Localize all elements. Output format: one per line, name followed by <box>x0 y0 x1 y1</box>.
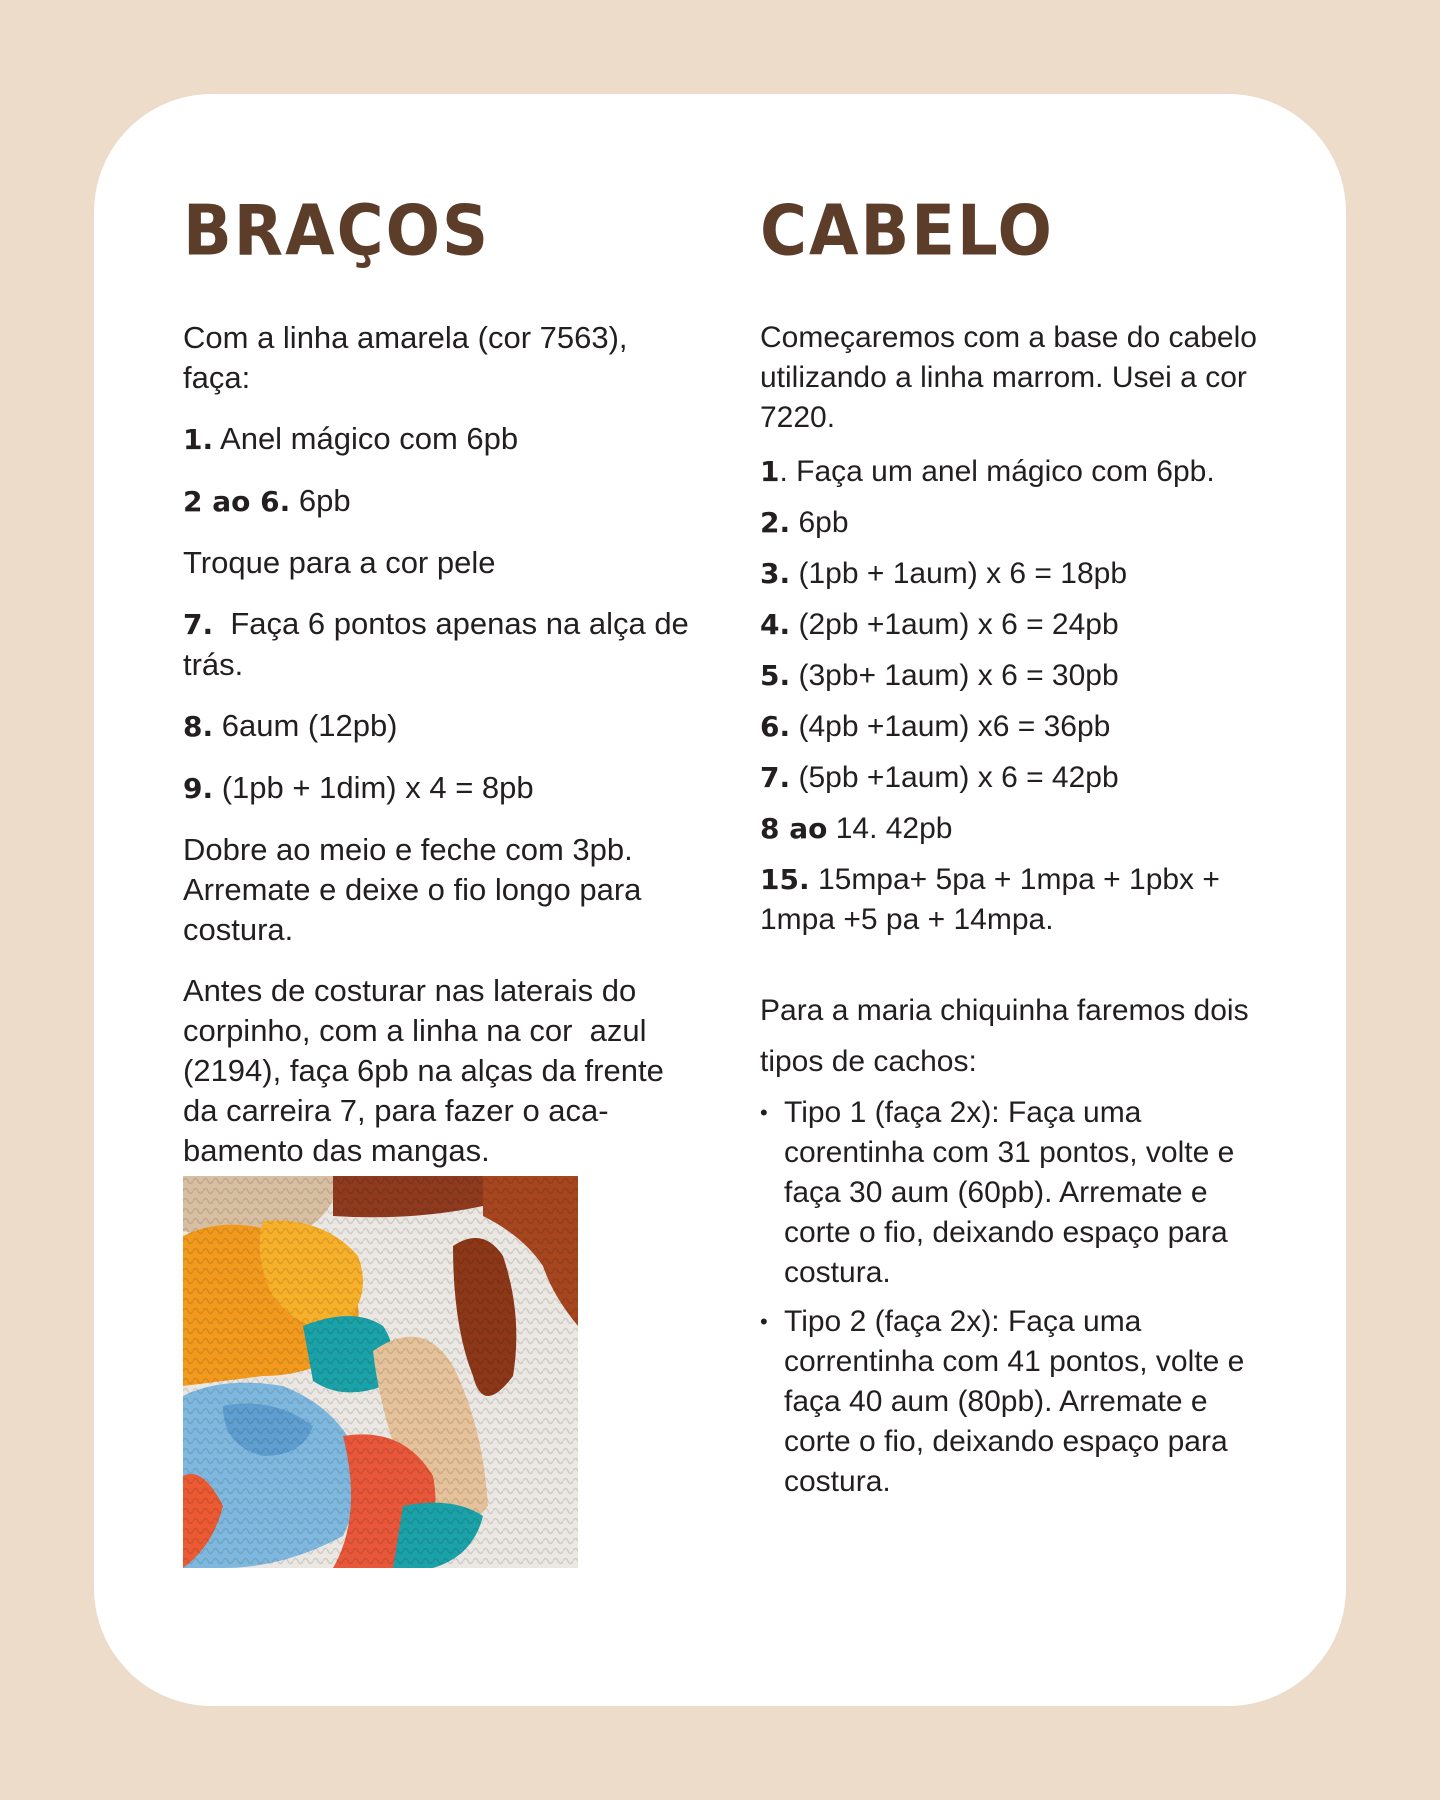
step-text: Faça 6 pontos apenas na alça de trás. <box>183 606 698 682</box>
step-text: . Faça um anel mágico com 6pb. <box>779 455 1215 488</box>
step-text: 6aum (12pb) <box>213 708 398 743</box>
hair-intro: Começaremos com a base do cabelo utilizando a linha marrom. Usei a cor 7220. <box>760 321 1257 434</box>
step-number: 6. <box>760 710 791 743</box>
bullet-icon: • <box>760 1309 768 1334</box>
crochet-arm-photo <box>183 1176 578 1568</box>
curl-type-text: Tipo 2 (faça 2x): Faça uma correntinha com 41 pontos, volte e faça 40 aum (80pb). Arremate e corte o fio, deixando espaço para costura. <box>784 1305 1253 1498</box>
step-number: 7. <box>760 761 791 794</box>
curl-types-list <box>760 1093 1280 1502</box>
step-text: (1pb + 1aum) x 6 = 18pb <box>790 557 1128 590</box>
spacer <box>760 951 1280 985</box>
step-text: (4pb +1aum) x6 = 36pb <box>790 710 1111 743</box>
hair-step <box>760 452 1280 492</box>
curls-intro: Para a maria chiquinha faremos dois tipos de cachos: <box>760 994 1249 1078</box>
curl-type-text: Tipo 1 (faça 2x): Faça uma corentinha com 31 pontos, volte e faça 30 aum (60pb). Arremate e corte o fio, deixando espaço para costura. <box>784 1096 1235 1289</box>
content-card <box>94 94 1346 1706</box>
crochet-photo-illustration <box>183 1176 578 1568</box>
step-text: 6pb <box>790 506 849 539</box>
step-text: 15mpa+ 5pa + 1mpa + 1pbx + 1mpa +5 pa + 14mpa. <box>760 863 1220 936</box>
hair-step <box>760 758 1280 798</box>
hair-step <box>760 707 1280 747</box>
step-text: 14. 42pb <box>827 812 953 845</box>
hair-step <box>760 503 1280 543</box>
step-text: 6pb <box>290 483 351 518</box>
list-item <box>760 1093 1280 1293</box>
arms-sleeve-note: Antes de costurar nas laterais do corpinho, com a linha na cor azul (2194), faça 6pb na alças da frente da carreira 7, para fazer o aca-bamento das mangas. <box>183 973 673 1168</box>
step-number: 9. <box>183 772 214 805</box>
step-text: (5pb +1aum) x 6 = 42pb <box>790 761 1119 794</box>
step-text: (2pb +1aum) x 6 = 24pb <box>790 608 1119 641</box>
arms-closing: Dobre ao meio e feche com 3pb. Arremate e deixe o fio longo para costura. <box>183 832 642 947</box>
hair-step <box>760 809 1280 849</box>
hair-title: CABELO <box>760 192 1054 272</box>
step-number: 5. <box>760 659 791 692</box>
step-number: 1. <box>183 423 214 456</box>
arms-title: BRAÇOS <box>183 192 491 272</box>
step-number: 15. <box>760 863 810 896</box>
step-number: 2. <box>760 506 791 539</box>
list-item <box>760 1302 1280 1502</box>
step-number: 7. <box>183 608 214 641</box>
step-text: Anel mágico com 6pb <box>213 421 519 456</box>
hair-step <box>760 656 1280 696</box>
arms-step <box>183 543 703 583</box>
step-number: 8 ao <box>760 812 828 845</box>
arms-intro: Com a linha amarela (cor 7563), faça: <box>183 320 628 395</box>
arms-instructions <box>183 318 703 1192</box>
step-number: 4. <box>760 608 791 641</box>
step-number: 1 <box>760 455 780 488</box>
hair-step <box>760 860 1280 940</box>
hair-instructions <box>760 318 1280 1511</box>
hair-step <box>760 554 1280 594</box>
arms-step <box>183 419 703 460</box>
step-text: (1pb + 1dim) x 4 = 8pb <box>213 770 534 805</box>
arms-step <box>183 706 703 747</box>
bullet-icon: • <box>760 1100 768 1125</box>
arms-step <box>183 768 703 809</box>
step-text: Troque para a cor pele <box>183 545 496 580</box>
step-number: 8. <box>183 710 214 743</box>
arms-step <box>183 604 703 685</box>
step-text: (3pb+ 1aum) x 6 = 30pb <box>790 659 1119 692</box>
arms-step <box>183 481 703 522</box>
hair-step <box>760 605 1280 645</box>
step-number: 3. <box>760 557 791 590</box>
step-number: 2 ao 6. <box>183 485 291 518</box>
